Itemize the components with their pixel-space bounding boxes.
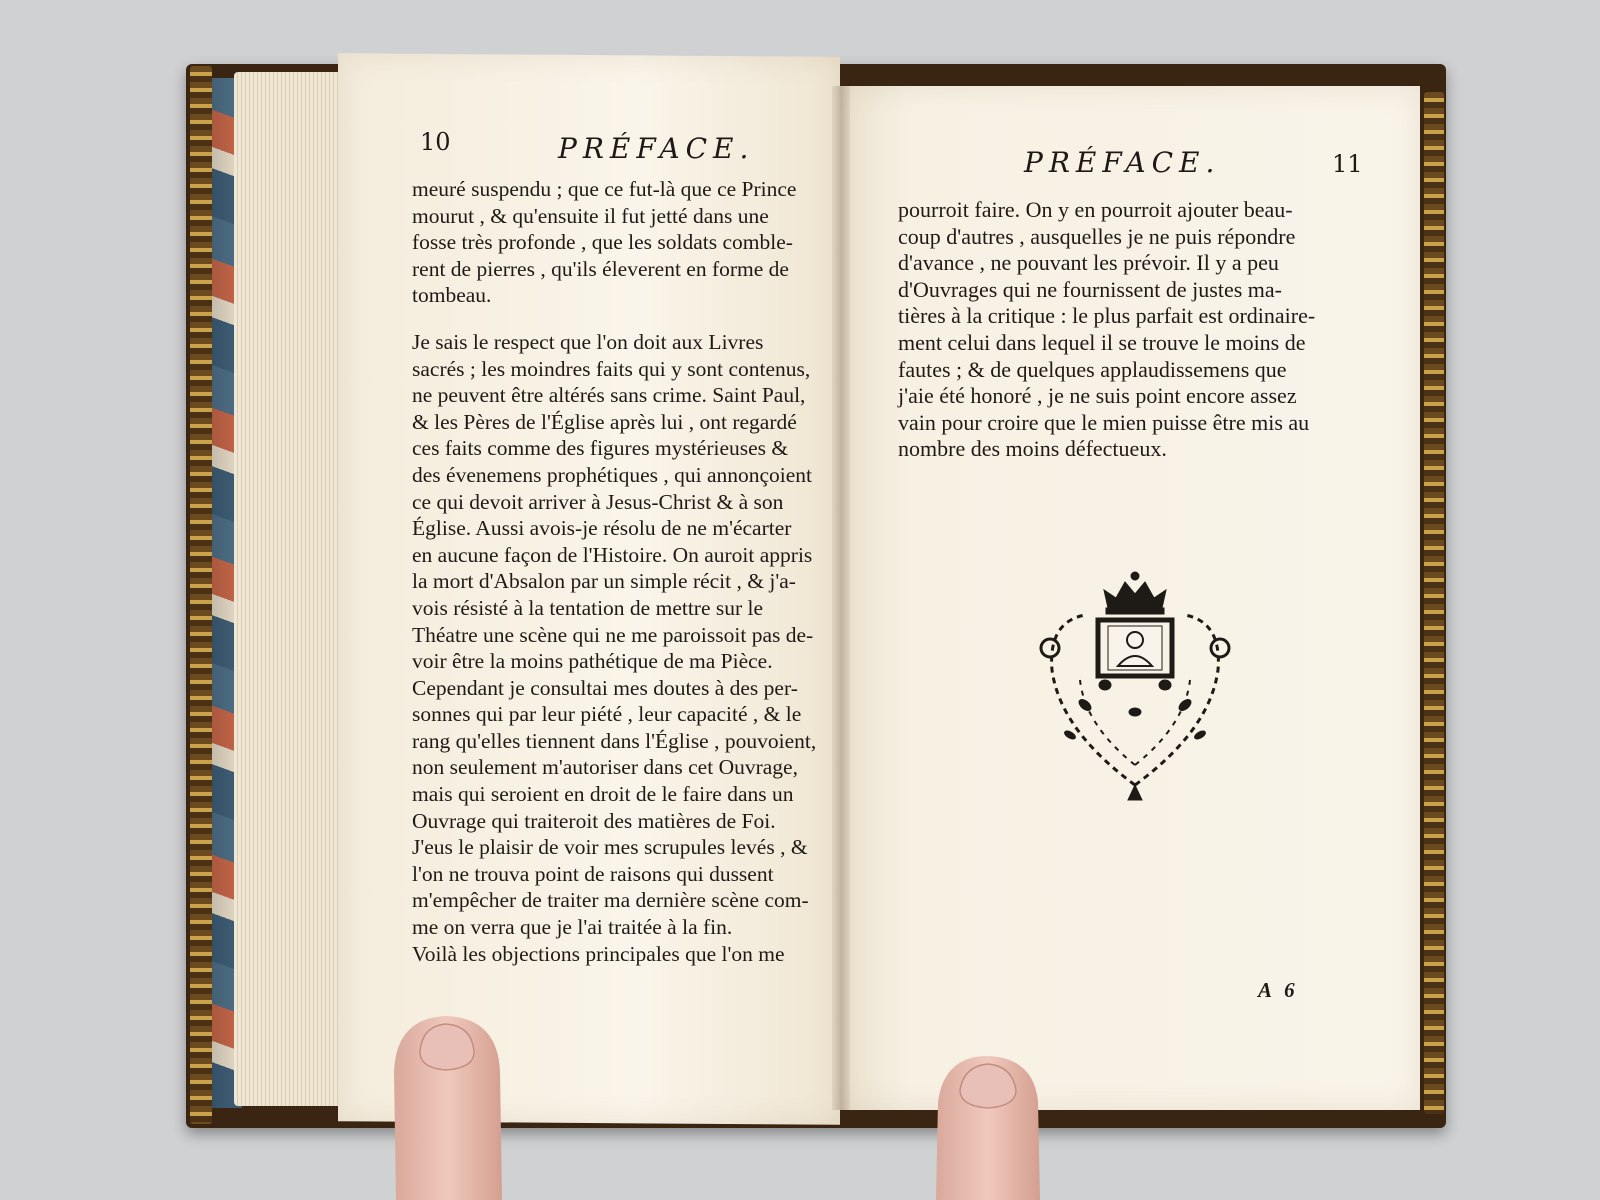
left-page-line: ces faits comme des figures mystérieuses & (412, 436, 789, 461)
right-page-line: coup d'autres , ausquelles je ne puis répondre (898, 223, 1296, 249)
left-page-line: m'empêcher de traiter ma dernière scène com- (412, 888, 809, 913)
right-running-head: PRÉFACE. (1024, 146, 1221, 179)
left-page-line: tombeau. (412, 283, 492, 308)
gilt-border-left (190, 66, 212, 1124)
right-page-line: ment celui dans lequel il se trouve le moins de (898, 329, 1306, 355)
right-page-line: vain pour croire que le mien puisse être mis au (898, 409, 1310, 435)
right-page-line: tières à la critique : le plus parfait est ordinaire- (898, 303, 1316, 329)
left-page-line: Ouvrage qui traiteroit des matières de Foi. (412, 808, 776, 833)
left-page-line: rent de pierres , qu'ils éleverent en forme de (412, 256, 789, 281)
right-folio: 11 (1332, 150, 1363, 178)
right-page-line: d'avance , ne pouvant les prévoir. Il y a peu (898, 250, 1279, 276)
left-page-line: & les Pères de l'Église après lui , ont regardé (412, 409, 797, 434)
left-page-line: fosse très profonde , que les soldats comble- (412, 230, 793, 255)
book-gutter (832, 86, 850, 1110)
gilt-border-right (1424, 92, 1444, 1114)
right-page-body (898, 197, 1315, 463)
left-page-line: voir être la moins pathétique de ma Pièce. (412, 649, 773, 674)
signature-mark: A 6 (1258, 978, 1299, 1002)
left-page-line: ne peuvent être altérés sans crime. Saint Paul, (412, 383, 806, 408)
left-running-head: PRÉFACE. (558, 132, 755, 165)
right-page-line: d'Ouvrages qui ne fournissent de justes ma- (898, 276, 1282, 302)
left-page-line: meuré suspendu ; que ce fut-là que ce Prince (412, 177, 797, 201)
crowned-portrait-vignette (1030, 560, 1240, 805)
left-folio: 10 (420, 128, 451, 156)
right-page-line: nombre des moins défectueux. (898, 436, 1167, 462)
left-page-line: Voilà les objections principales que l'on me (412, 941, 785, 966)
left-page-line: Théatre une scène qui ne me paroissoit pas de- (412, 622, 814, 647)
left-page-line (412, 309, 816, 329)
left-page-line: J'eus le plaisir de voir mes scrupules levés , & (412, 835, 808, 860)
left-page-line: des évenemens prophétiques , qui annonçoient (412, 462, 813, 487)
left-page-line: Je sais le respect que l'on doit aux Livres (412, 329, 764, 354)
left-page-line: mais qui seroient en droit de le faire dans un (412, 782, 794, 807)
right-page-line: j'aie été honoré , je ne suis point encore assez (898, 383, 1297, 409)
left-page-line: mourut , & qu'ensuite il fut jetté dans une (412, 203, 769, 228)
left-page-line: l'on ne trouva point de raisons qui dussent (412, 861, 774, 886)
left-page-body (412, 176, 816, 967)
left-page-line: en aucune façon de l'Histoire. On auroit appris (412, 542, 813, 567)
left-page-line: ce qui devoit arriver à Jesus-Christ & à son (412, 489, 784, 514)
left-page-line: Église. Aussi avois-je résolu de ne m'écarter (412, 516, 792, 541)
right-finger (930, 1052, 1045, 1200)
left-page-line: rang qu'elles tiennent dans l'Église , pouvoient, (412, 728, 817, 753)
left-page-line: sacrés ; les moindres faits qui y sont contenus, (412, 356, 811, 381)
left-page-line: non seulement m'autoriser dans cet Ouvrage, (412, 755, 798, 780)
left-page-line: sonnes qui par leur piété , leur capacité , & le (412, 702, 802, 727)
right-page-line: pourroit faire. On y en pourroit ajouter beau- (898, 197, 1293, 222)
left-finger (388, 1012, 508, 1200)
left-page-line: me on verra que je l'ai traitée à la fin. (412, 915, 733, 940)
page-edges-stack (234, 72, 344, 1106)
left-page-line: Cependant je consultai mes doutes à des per- (412, 675, 798, 700)
left-page-line: la mort d'Absalon par un simple récit , & j'a- (412, 569, 796, 594)
right-page-line: fautes ; & de quelques applaudissemens que (898, 356, 1287, 382)
left-page-line: vois résisté à la tentation de mettre sur le (412, 595, 764, 620)
